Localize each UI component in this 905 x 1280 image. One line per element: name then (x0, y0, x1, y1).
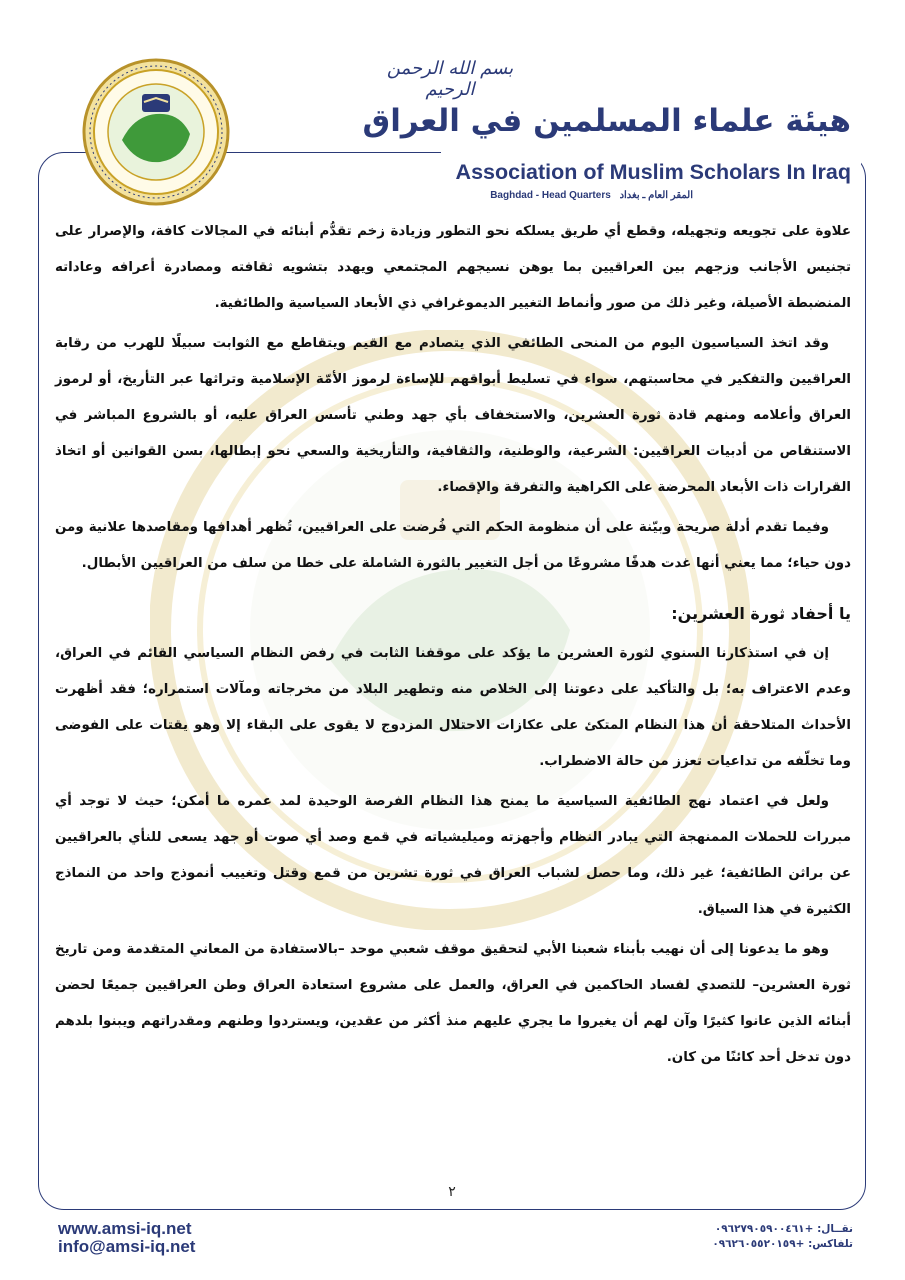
letter-body (55, 214, 851, 1080)
footer-phones (712, 1222, 853, 1252)
org-name-arabic: هيئة علماء المسلمين في العراق (362, 103, 851, 139)
paragraph: وقد اتخذ السياسيون اليوم من المنحى الطائفي الذي يتصادم مع القيم ويتقاطع مع الثوابت سبيلًا للهرب من رقابة العراقيين والتفكير في محاسبتهم، سواء في تسليط أبواقهم للإساءة لرموز الأمّة الإسلامية وتراثها عبر التأريخ، أو لرموز العراق وأعلامه ومنهم قادة ثورة العشرين، والاستخفاف بأي جهد وطني تأسس العراق عليه، أو بالشروع المباشر في الاستنقاص من أدبيات العراقيين: الشرعية، والوطنية، والثقافية، والتأريخية والسعي نحو إبطالها، بسن القوانين أو اتخاذ القرارات ذات الأبعاد المحرضة على الكراهية والتفرقة والإقصاء. (55, 336, 851, 495)
hq-arabic: المقر العام ـ بغداد (619, 190, 693, 201)
association-seal-icon (82, 58, 230, 206)
phone-number: ٠٩٦٢٧٩٠٥٩٠٠٤٦١+ (714, 1223, 814, 1235)
paragraph: وهو ما يدعونا إلى أن نهيب بأبناء شعبنا الأبي لتحقيق موقف شعبي موحد –بالاستفادة من المعاني المتقدمة ومن تاريخ ثورة العشرين– للتصدي لفساد الحاكمين في العراق، والعمل على مشروع استعادة العراق وطن العراقيين جميعًا لحضن أبنائه الذين عانوا كثيرًا وآن لهم أن يغيروا ما يجري عليهم منذ أكثر من عقدين، ويستردوا وطنهم ومقدراتهم ويبنوا بلدهم دون تدخل أحد كائنًا من كان. (55, 942, 851, 1065)
org-name-english: Association of Muslim Scholars In Iraq (455, 160, 851, 184)
footer-contacts (58, 1220, 195, 1256)
paragraph: علاوة على تجويعه وتجهيله، وقطع أي طريق يسلكه نحو التطور وزيادة زخم تقدُّم أبنائه في المجالات كافة، والإصرار على تجنيس الأجانب وزجهم بين العراقيين بما يوهن نسيجهم المجتمعي ويهدد بتشويه ثقافته ومصادرة أعرافه وعاداته المنضبطة الأصيلة، وغير ذلك من صور وأنماط التغيير الديموغرافي ذي الأبعاد السياسية والطائفية. (55, 224, 851, 311)
fax-line (712, 1237, 853, 1252)
email-link[interactable]: info@amsi-iq.net (58, 1237, 196, 1256)
website-link[interactable]: www.amsi-iq.net (58, 1219, 192, 1238)
paragraph: ولعل في اعتماد نهج الطائفية السياسية ما يمنح هذا النظام الفرصة الوحيدة لمد عمره ما أمكن؛ حيث لا توجد أي مبررات للحملات الممنهجة التي يبادر النظام وأجهزته وميليشياته في قمع وصد أي صوت أو جهد يسعى للنأي بالعراقيين عن براثن الطائفية؛ غير ذلك، وما حصل لشباب العراق في ثورة تشرين من قمع وقتل وتغييب أنموذج واحد من النماذج الكثيرة في هذا السياق. (55, 794, 851, 917)
basmala: بسم الله الرحمن الرحيم (386, 58, 514, 100)
fax-number: ٠٩٦٢٦٠٥٥٢٠١٥٩+ (712, 1238, 805, 1250)
paragraph: إن في استذكارنا السنوي لثورة العشرين ما يؤكد على موقفنا الثابت في رفض النظام السياسي القائم في العراق، وعدم الاعتراف به؛ بل والتأكيد على دعوتنا إلى الخلاص منه وتطهير البلاد من مخرجاته ومآلات استمراره؛ فقد أظهرت الأحداث المتلاحقة أن هذا النظام المتكئ على عكازات الاحتلال المزدوج لا يقوى على البقاء إلا وهو يقتات على الفوضى وما تخلّفه من تداعيات تعزز من حالة الاضطراب. (55, 646, 851, 769)
subheading: يا أحفاد ثورة العشرين: (671, 604, 851, 623)
paragraph: وفيما تقدم أدلة صريحة وبيّنة على أن منظومة الحكم التي فُرضت على العراقيين، تُظهر أهدافها ومقاصدها علانية ومن دون حياء؛ مما يعني أنها غدت هدفًا مشروعًا من أجل التغيير بالثورة الشاملة على خطا من سلف من العراقيين الأبطال. (55, 520, 851, 571)
phone-line (712, 1222, 853, 1237)
phone-label: نقــال: (817, 1223, 853, 1235)
hq-english: Baghdad - Head Quarters (490, 190, 611, 201)
page-number: ٢ (448, 1184, 456, 1200)
fax-label: تلفاكس: (808, 1238, 853, 1250)
headquarters-line (484, 190, 693, 201)
